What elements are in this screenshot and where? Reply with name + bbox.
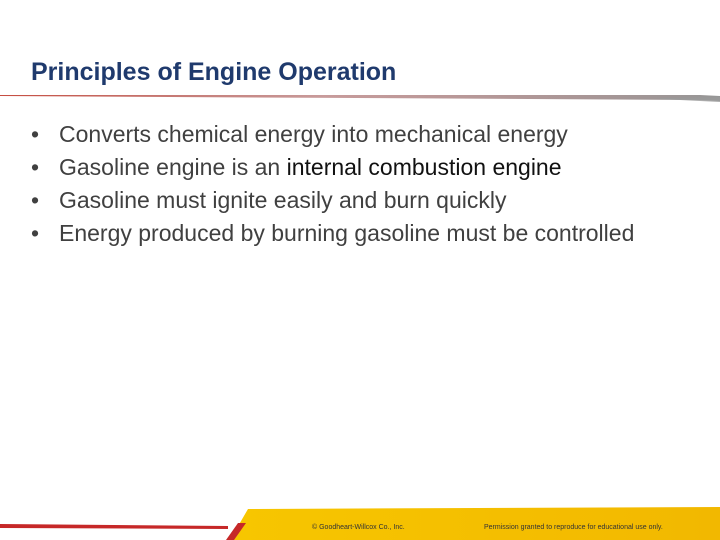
bullet-marker: •: [30, 154, 40, 180]
footer-bar: [0, 505, 720, 540]
bullet-text: Gasoline must ignite easily and burn quickly: [59, 187, 507, 213]
slide-title: Principles of Engine Operation: [31, 58, 397, 86]
bullet-text: Converts chemical energy into mechanical energy: [59, 121, 568, 147]
title-underline-rule: [0, 94, 720, 104]
bullet-text: Gasoline engine is an: [59, 154, 287, 180]
bullet-key-term: internal combustion engine: [286, 154, 562, 180]
bullet-marker: •: [30, 121, 40, 147]
bullet-marker: •: [30, 220, 40, 246]
bullet-item: [28, 151, 708, 184]
bullet-item: [28, 217, 708, 250]
bullet-marker: •: [30, 187, 40, 213]
bullet-list: [28, 118, 708, 250]
footer-permission: Permission granted to reproduce for educational use only.: [484, 524, 663, 531]
bullet-text: Energy produced by burning gasoline must be controlled: [59, 220, 635, 246]
bullet-item: [28, 184, 708, 217]
footer-copyright: © Goodheart-Willcox Co., Inc.: [312, 524, 405, 531]
bullet-item: [28, 118, 708, 151]
